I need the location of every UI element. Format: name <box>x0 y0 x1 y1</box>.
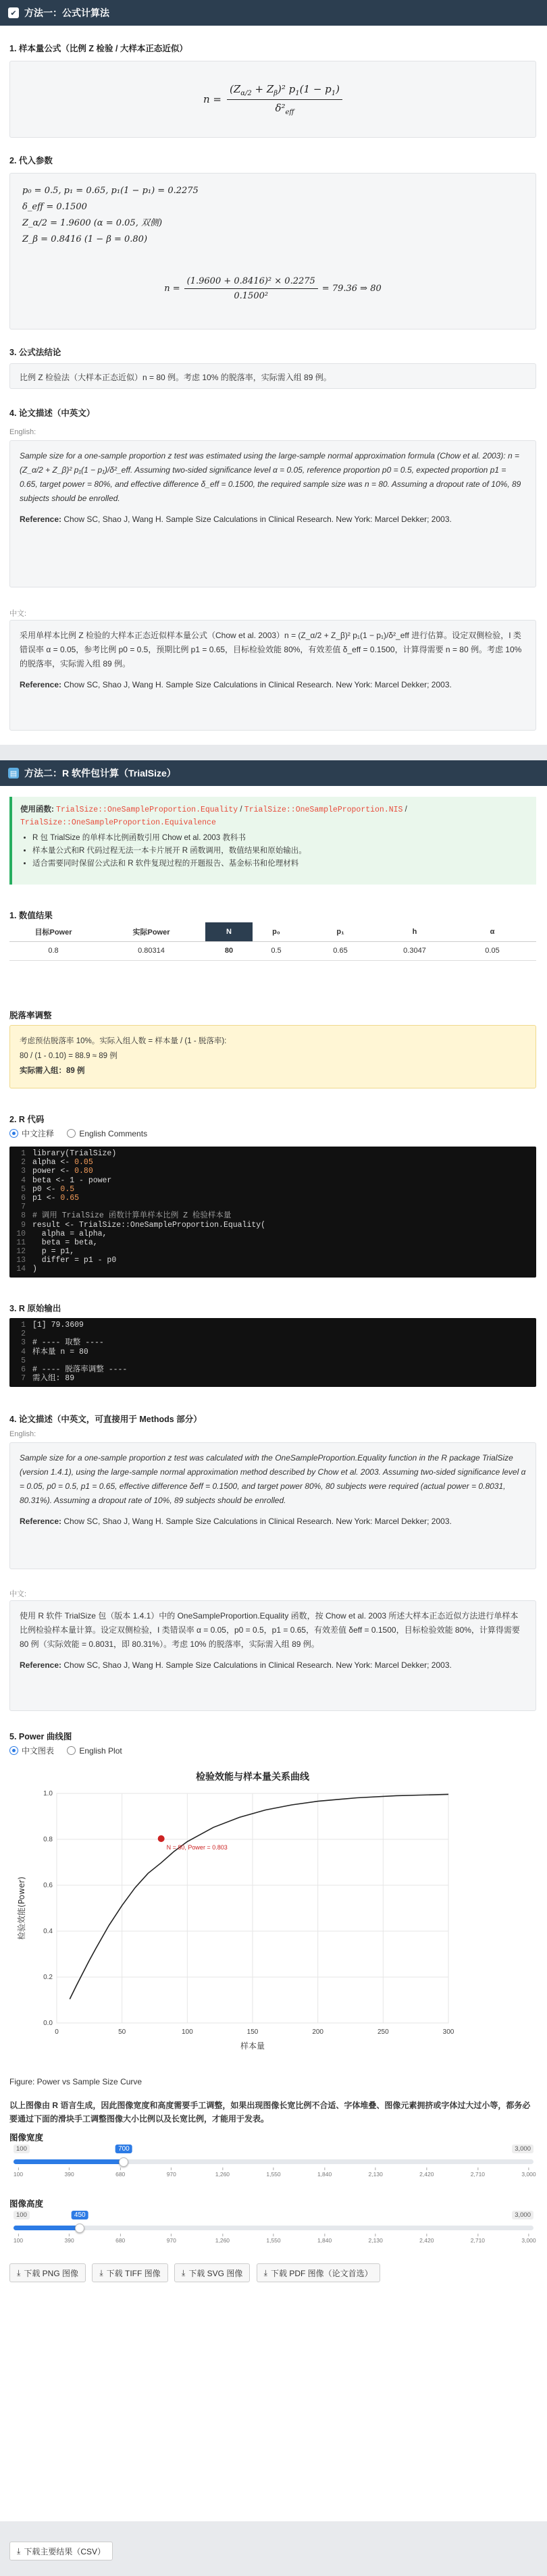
code-text: library(TrialSize) <box>32 1149 117 1158</box>
height-slider[interactable] <box>13 2211 536 2247</box>
dropout-line: 80 / (1 - 0.10) = 88.9 ≈ 89 例 <box>20 1052 118 1060</box>
line-number: 6 <box>21 1193 26 1203</box>
slider-tick-label: 1,840 <box>317 2167 332 2178</box>
code-line <box>9 1158 536 1167</box>
code-number: 0.05 <box>74 1158 93 1167</box>
code-line <box>9 1203 536 1211</box>
code-line <box>9 1256 536 1265</box>
slider-tick-label: 680 <box>115 2234 125 2244</box>
slider-fill <box>14 2159 124 2164</box>
params-heading: 2. 代入参数 <box>9 156 53 165</box>
line-number: 13 <box>16 1256 26 1265</box>
english-description-box <box>9 440 536 587</box>
annotation-label: N = 80, Power = 0.803 <box>166 1843 228 1851</box>
english-reference <box>20 1515 526 1529</box>
code-text: beta = beta, <box>32 1238 98 1247</box>
english-label: English: <box>9 428 36 436</box>
button-label: 下载 TIFF 图像 <box>106 2268 161 2278</box>
code-comment: # 调用 TrialSize 函数计算单样本比例 Z 检验样本量 <box>32 1211 232 1221</box>
slider-tick-label: 1,550 <box>266 2167 280 2178</box>
chinese-label: 中文: <box>9 610 27 618</box>
output-line <box>9 1338 536 1347</box>
r-package-panel <box>0 760 547 2521</box>
slider-max: 3,000 <box>512 2211 533 2219</box>
line-number: 1 <box>21 1321 26 1330</box>
chinese-description-text: 使用 R 软件 TrialSize 包（版本 1.4.1）中的 OneSampleProportion.Equality 函数，按 Chow et al. 2003 所述大样本正态近似方法进行单样本比例检验样本量计算。设定双侧检验，I 类错误率 α = 0.05，p0 = 0.5，p1 = 0.65，有效差值 δeff = 0.1500，目标检验效能 80%，计算得需要 80 例（实际效能 = 0.8031，即 80.31%）。考虑 10% 的脱落率，实际需入组 89 例。 <box>20 1611 520 1649</box>
line-number: 10 <box>16 1229 26 1238</box>
line-number: 11 <box>16 1238 26 1247</box>
reference-text: Chow SC, Shao J, Wang H. Sample Size Calculations in Clinical Research. New York: Marcel Dekker; 2003. <box>61 1517 452 1526</box>
param-line: p₀ = 0.5, p₁ = 0.65, p₁(1 − p₁) = 0.2275 <box>22 186 199 196</box>
r-output-block[interactable] <box>9 1318 536 1387</box>
radio-dot[interactable] <box>67 1129 76 1138</box>
formula-num-d: β <box>274 89 278 97</box>
radio-english-plot[interactable] <box>67 1746 122 1756</box>
slider-track[interactable] <box>14 2226 533 2230</box>
code-text: differ = p1 - p0 <box>32 1256 117 1265</box>
code-text: p1 <- <box>32 1193 61 1203</box>
reference-label: Reference: <box>20 515 62 524</box>
chinese-description-box <box>9 620 536 731</box>
output-text: 需入组: 89 <box>32 1374 75 1384</box>
line-number: 1 <box>21 1149 26 1158</box>
r-code-heading: 2. R 代码 <box>9 1115 45 1124</box>
output-line <box>9 1348 536 1357</box>
slider-tick-label: 2,130 <box>369 2167 383 2178</box>
download-buttons <box>9 2263 536 2282</box>
line-number: 4 <box>21 1176 26 1185</box>
function-info-box <box>9 797 536 885</box>
csv-download-area <box>9 2542 117 2560</box>
x-tick-label: 300 <box>442 2028 454 2036</box>
radio-chinese-plot[interactable] <box>9 1745 54 1756</box>
code-line <box>9 1230 536 1238</box>
line-number: 8 <box>21 1211 26 1221</box>
x-tick-label: 250 <box>377 2028 389 2036</box>
line-number: 7 <box>21 1374 26 1384</box>
slider-tick-label: 680 <box>115 2167 125 2178</box>
function-name: TrialSize::OneSampleProportion.Equivalence <box>20 818 216 827</box>
power-curve-chart <box>9 1764 469 2061</box>
r-english-description-box <box>9 1442 536 1569</box>
check-icon: ✔ <box>8 7 19 18</box>
formula-num-h: 1 <box>331 89 336 97</box>
r-panel-title: 方法二：R 软件包计算（TrialSize） <box>24 768 176 779</box>
code-line <box>9 1265 536 1273</box>
slider-max: 3,000 <box>512 2145 533 2153</box>
download-png-button[interactable] <box>9 2263 86 2282</box>
y-tick-label: 0.6 <box>43 1882 53 1889</box>
code-number: 0.80 <box>74 1167 93 1176</box>
x-tick-label: 50 <box>118 2028 126 2036</box>
code-line <box>9 1247 536 1256</box>
radio-dot[interactable] <box>67 1746 76 1755</box>
formula-lhs: n = <box>203 93 222 105</box>
output-text: # ---- 取整 ---- <box>32 1338 104 1348</box>
r-output-heading: 3. R 原始输出 <box>9 1304 61 1313</box>
code-line <box>9 1185 536 1194</box>
output-text: # ---- 脱落率调整 ---- <box>32 1365 128 1374</box>
line-number: 5 <box>21 1356 26 1365</box>
button-label: 下载 SVG 图像 <box>188 2268 243 2278</box>
output-line <box>9 1365 536 1374</box>
annotation-point <box>158 1835 165 1842</box>
dropout-line: 考虑预估脱落率 10%。实际入组人数 = 样本量 / (1 - 脱落率): <box>20 1037 227 1045</box>
reference-text: Chow SC, Shao J, Wang H. Sample Size Calculations in Clinical Research. New York: Marcel Dekker; 2003. <box>61 515 452 524</box>
calc-num: (1.9600 + 0.8416)² × 0.2275 <box>184 276 318 289</box>
english-label: English: <box>9 1430 36 1438</box>
slider-tick-label: 390 <box>65 2234 74 2244</box>
calc-equation <box>10 276 536 301</box>
function-name: TrialSize::OneSampleProportion.NIS <box>244 806 403 814</box>
table-header: α <box>490 927 495 936</box>
slider-handle[interactable] <box>75 2224 84 2233</box>
function-label: 使用函数: <box>20 806 54 814</box>
bullet-item: • R 包 TrialSize 的单样本比例函数引用 Chow et al. 2003 教科书 <box>32 832 528 845</box>
slider-tick-label: 3,000 <box>521 2234 536 2244</box>
calc-rhs: = 79.36 ⇒ 80 <box>321 284 382 294</box>
resize-note: 以上图像由 R 语言生成，因此图像宽度和高度需要手工调整，如果出现图像长宽比例不合适、字体堆叠、图像元素拥挤或字体过大过小等，都务必要通过下面的滑块手工调整图像大小比例以及长宽比例，才能用于发表。 <box>9 2101 531 2124</box>
output-line <box>9 1321 536 1330</box>
formula-num-c: + Z <box>251 82 274 95</box>
radio-chinese-comments[interactable] <box>9 1128 54 1139</box>
formula-denominator <box>275 100 294 116</box>
table-cell: 0.3047 <box>403 947 426 955</box>
code-line <box>9 1194 536 1203</box>
table-header: N <box>205 922 253 941</box>
radio-label: English Comments <box>79 1128 148 1138</box>
english-reference <box>20 512 526 527</box>
calc-fraction <box>184 276 318 301</box>
line-number: 4 <box>21 1347 26 1357</box>
table-header: p₀ <box>272 927 280 936</box>
slider-tick-label: 100 <box>14 2167 23 2178</box>
code-number: 0.65 <box>60 1193 80 1203</box>
calc-den: 0.1500² <box>234 291 269 301</box>
table-header: 目标Power <box>34 928 72 937</box>
slider-tick-label: 970 <box>167 2167 176 2178</box>
table-header-row <box>9 922 536 941</box>
english-description-text: Sample size for a one-sample proportion z test was calculated with the OneSampleProportion.Equality function in the R package TrialSize (version 1.4.1), using the large-sample normal approximation method described by Chow et al. 2003. Assuming two-sided significance level α = 0.05, p0 = 0.5, p1 = 0.65, effective difference δeff = 0.1500, and target power 80%, 80 subjects were required (actual power = 0.8031, 80.31%). Assuming a dropout rate of 10%, 89 subjects should be enrolled. <box>20 1453 526 1505</box>
y-tick-label: 1.0 <box>43 1790 53 1797</box>
figure-caption: Figure: Power vs Sample Size Curve <box>9 2077 142 2086</box>
slider-min: 100 <box>14 2145 30 2153</box>
chart-icon: ▤ <box>8 768 19 779</box>
function-bullets <box>32 832 528 870</box>
slider-value: 450 <box>72 2211 88 2219</box>
english-description-text: Sample size for a one-sample proportion z test was estimated using the large-sample normal approximation formula (Chow et al. 2003): n = (Z_α/2 + Z_β)² p₁(1 − p₁)/δ²_eff. Assuming two-sided significance level α = 0.05, reference proportion p0 = 0.5, expected proportion p1 = 0.65, target power = 80%, and effective difference δ_eff = 0.1500, the required sample size was n = 80. Assuming a dropout rate of 10%, 89 subjects should be enrolled. <box>20 451 521 503</box>
radio-dot[interactable] <box>9 1746 18 1755</box>
line-number: 2 <box>21 1158 26 1167</box>
download-icon: ⤓ <box>17 2267 21 2278</box>
param-line: δ_eff = 0.1500 <box>22 202 87 212</box>
description-heading: 4. 论文描述（中英文） <box>9 409 95 418</box>
formula-num-g: (1 − p <box>299 82 332 95</box>
line-number: 9 <box>21 1220 26 1230</box>
width-slider-label: 图像宽度 <box>9 2133 44 2143</box>
formula-den-b: eff <box>285 108 294 116</box>
x-tick-label: 100 <box>181 2028 193 2036</box>
chinese-description-text: 采用单样本比例 Z 检验的大样本正态近似样本量公式（Chow et al. 2003）n = (Z_α/2 + Z_β)² p₁(1 − p₁)/δ²_eff 进行估算。设定双侧检验，I 类错误率 α = 0.05，参考比例 p0 = 0.5，预期比例 p1 = 0.65，目标检验效能 80%，有效差值 δ_eff = 0.1500，计算得需要 n = 80 例。考虑 10% 的脱落率，实际需入组 89 例。 <box>20 631 522 668</box>
function-list <box>20 804 528 816</box>
code-line <box>9 1149 536 1158</box>
slider-ticks <box>13 2167 536 2178</box>
line-number: 3 <box>21 1167 26 1176</box>
dropout-box <box>9 1025 536 1088</box>
y-tick-label: 0.0 <box>43 2020 53 2027</box>
download-icon: ⤓ <box>263 2267 267 2278</box>
formula-panel-header <box>0 0 547 26</box>
code-text: result <- TrialSize::OneSampleProportion.Equality( <box>32 1220 266 1230</box>
code-line <box>9 1211 536 1220</box>
code-language-toggle <box>9 1128 536 1140</box>
output-text: [1] 79.3609 <box>32 1321 84 1330</box>
table-cell: 0.80314 <box>138 947 165 955</box>
line-number: 14 <box>16 1265 26 1274</box>
reference-text: Chow SC, Shao J, Wang H. Sample Size Calculations in Clinical Research. New York: Marcel Dekker; 2003. <box>61 680 452 689</box>
plot-language-toggle <box>9 1745 536 1757</box>
radio-label: 中文注释 <box>22 1129 55 1138</box>
y-tick-label: 0.8 <box>43 1836 53 1843</box>
slider-tick-label: 2,420 <box>419 2234 434 2244</box>
numeric-results-heading: 1. 数值结果 <box>9 911 53 920</box>
param-line: Z_β = 0.8416 (1 − β = 0.80) <box>22 234 148 244</box>
slider-handle[interactable] <box>119 2157 128 2167</box>
slider-tick-label: 1,260 <box>215 2234 230 2244</box>
r-panel-header <box>0 760 547 786</box>
slider-tick-label: 1,550 <box>266 2234 280 2244</box>
width-slider[interactable] <box>13 2145 536 2181</box>
slider-tick-label: 2,710 <box>471 2234 485 2244</box>
slider-tick-label: 3,000 <box>521 2167 536 2178</box>
radio-dot[interactable] <box>9 1129 18 1138</box>
dropout-result: 实际需入组：89 例 <box>20 1067 85 1075</box>
line-number: 3 <box>21 1338 26 1348</box>
button-label: 下载 PNG 图像 <box>24 2268 78 2278</box>
table-header: 实际Power <box>132 928 170 937</box>
line-number: 6 <box>21 1365 26 1374</box>
output-line <box>9 1374 536 1383</box>
slider-tick-label: 2,130 <box>369 2234 383 2244</box>
code-line <box>9 1238 536 1247</box>
formula-num-i: ) <box>336 82 340 95</box>
code-line <box>9 1176 536 1185</box>
slider-value: 700 <box>115 2145 132 2153</box>
r-code-block[interactable] <box>9 1147 536 1278</box>
line-number: 2 <box>21 1330 26 1339</box>
code-line <box>9 1167 536 1176</box>
results-table <box>9 922 536 961</box>
table-cell: 0.65 <box>333 947 348 955</box>
formula-heading: 1. 样本量公式（比例 Z 检验 / 大样本正态近似） <box>9 44 188 53</box>
reference-label: Reference: <box>20 680 62 689</box>
button-label: 下载主要结果（CSV） <box>24 2546 105 2556</box>
code-text: ) <box>32 1265 37 1274</box>
table-cell: 0.8 <box>48 947 59 955</box>
param-line: Z_α/2 = 1.9600 (α = 0.05, 双侧) <box>22 218 163 228</box>
conclusion-box: 比例 Z 检验法（大样本正态近似）n = 80 例。考虑 10% 的脱落率，实际需入组 89 例。 <box>9 363 536 389</box>
reference-label: Reference: <box>20 1517 62 1526</box>
chinese-label: 中文: <box>9 1590 27 1598</box>
formula-num-f: 1 <box>295 89 300 97</box>
conclusion-heading: 3. 公式法结论 <box>9 348 61 357</box>
params-lines <box>22 183 199 248</box>
slider-tick-label: 100 <box>14 2234 23 2244</box>
bullet-item: • 适合需要同时保留公式法和 R 软件复现过程的开题报告、基金标书和伦理材料 <box>32 858 528 870</box>
code-text: p0 <- <box>32 1184 61 1194</box>
power-curve-heading: 5. Power 曲线图 <box>9 1732 72 1741</box>
slider-ticks <box>13 2234 536 2244</box>
download-tiff-button[interactable] <box>92 2263 167 2282</box>
radio-english-comments[interactable] <box>67 1129 147 1138</box>
download-icon: ⤓ <box>17 2546 21 2556</box>
radio-label: English Plot <box>79 1745 122 1756</box>
function-name: TrialSize::OneSampleProportion.Equality <box>56 806 238 814</box>
slider-tick-label: 2,710 <box>471 2167 485 2178</box>
chinese-reference <box>20 1658 526 1673</box>
slider-tick-label: 1,840 <box>317 2234 332 2244</box>
function-sep: / <box>402 806 407 814</box>
y-axis-label: 检验效能(Power) <box>17 1876 26 1940</box>
chart-title: 检验效能与样本量关系曲线 <box>196 1772 309 1783</box>
reference-text: Chow SC, Shao J, Wang H. Sample Size Calculations in Clinical Research. New York: Marcel Dekker; 2003. <box>61 1660 452 1670</box>
slider-fill <box>14 2226 80 2230</box>
table-cell: 0.5 <box>271 947 282 955</box>
table-row <box>9 941 536 960</box>
x-tick-label: 0 <box>55 2028 59 2036</box>
table-header: h <box>412 927 417 936</box>
bullet-item: • 样本量公式和R 代码过程无法一本卡片展开 R 函数调用，数值结果和原始输出。 <box>32 845 528 858</box>
height-slider-label: 图像高度 <box>9 2199 44 2209</box>
formula-fraction <box>227 83 342 116</box>
line-number: 7 <box>21 1203 26 1212</box>
x-tick-label: 150 <box>246 2028 259 2036</box>
slider-tick-label: 390 <box>65 2167 74 2178</box>
output-text: 样本量 n = 80 <box>32 1347 88 1357</box>
code-line <box>9 1221 536 1230</box>
radio-label: 中文图表 <box>22 1746 55 1756</box>
output-line <box>9 1357 536 1365</box>
r-description-heading: 4. 论文描述（中英文，可直接用于 Methods 部分） <box>9 1415 202 1424</box>
function-sep: / <box>238 806 244 814</box>
x-axis-label: 样本量 <box>240 2041 265 2051</box>
download-icon: ⤓ <box>99 2267 103 2278</box>
formula-num-a: (Z <box>229 82 241 95</box>
table-cell: 80 <box>224 947 234 955</box>
code-text: alpha <- <box>32 1158 75 1167</box>
y-tick-label: 0.4 <box>43 1928 53 1935</box>
output-line <box>9 1330 536 1338</box>
formula-numerator <box>227 83 342 100</box>
code-text: power <- <box>32 1167 75 1176</box>
line-number: 12 <box>16 1247 26 1257</box>
table-header: p₁ <box>336 927 344 936</box>
download-pdf-button[interactable] <box>257 2263 380 2282</box>
button-label: 下载 PDF 图像（论文首选） <box>270 2268 373 2278</box>
calc-lhs: n = <box>164 284 180 294</box>
slider-tick-label: 970 <box>167 2234 176 2244</box>
formula-panel <box>0 0 547 745</box>
dropout-heading: 脱落率调整 <box>9 1011 52 1020</box>
code-text: p = p1, <box>32 1247 75 1257</box>
chinese-reference <box>20 678 526 692</box>
slider-tick-label: 2,420 <box>419 2167 434 2178</box>
download-svg-button[interactable] <box>174 2263 250 2282</box>
r-chinese-description-box <box>9 1600 536 1711</box>
download-icon: ⤓ <box>182 2267 186 2278</box>
code-text: alpha = alpha, <box>32 1229 107 1238</box>
y-tick-label: 0.2 <box>43 1974 53 1981</box>
code-number: 0.5 <box>60 1184 75 1194</box>
formula-panel-title: 方法一：公式计算法 <box>24 7 109 18</box>
slider-min: 100 <box>14 2211 30 2219</box>
params-box <box>9 173 536 330</box>
line-number: 5 <box>21 1184 26 1194</box>
slider-tick-label: 1,260 <box>215 2167 230 2178</box>
download-csv-button[interactable] <box>9 2542 113 2560</box>
table-cell: 0.05 <box>485 947 500 955</box>
x-tick-label: 200 <box>312 2028 324 2036</box>
code-text: beta <- 1 - power <box>32 1176 112 1185</box>
formula-num-e: )² p <box>278 82 296 95</box>
formula-den-a: δ² <box>275 101 286 114</box>
formula-num-b: α/2 <box>240 89 252 97</box>
reference-label: Reference: <box>20 1660 62 1670</box>
formula-box <box>9 61 536 138</box>
